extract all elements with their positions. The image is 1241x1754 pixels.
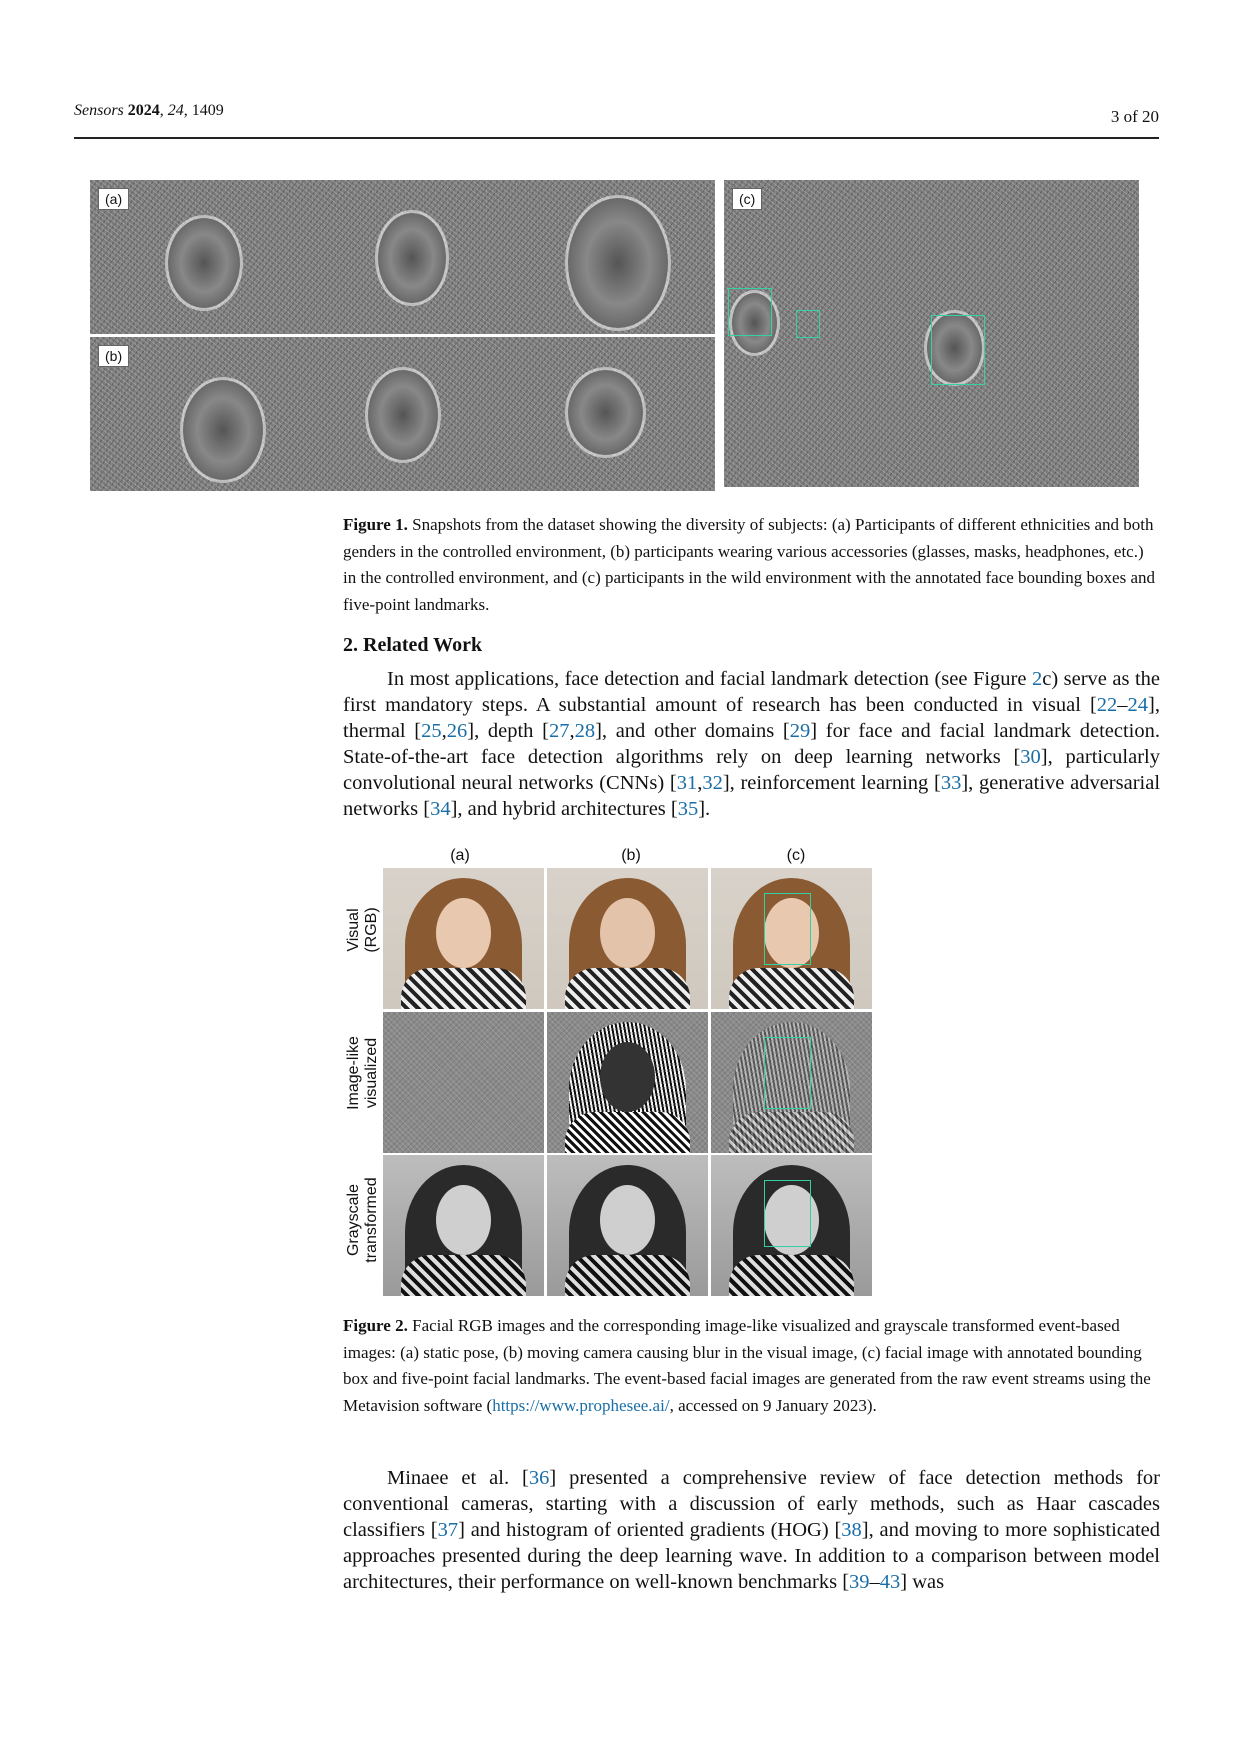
text-run: ], reinforcement learning [: [722, 772, 941, 794]
journal-volume: 24: [167, 102, 184, 119]
row-label-line: (RGB): [363, 907, 380, 953]
figure2-col-label-c: (c): [786, 847, 806, 864]
text-run: ], generative adversarial networks [: [343, 772, 1161, 820]
figure2-caption-label: Figure 2.: [343, 1316, 408, 1335]
text-run: ] and histogram of oriented gradients (HOG) [: [458, 1519, 842, 1541]
text-run: ,: [697, 772, 703, 794]
figure2-image-eventlike-a: [383, 1012, 544, 1153]
figure2-caption: [343, 1313, 1160, 1419]
text-run: ], and moving to more sophisticated approaches presented during the deep learning wave. In addition to a comparison between model architectures, their performance on well-known benchmarks [: [343, 1519, 1161, 1593]
citation-25[interactable]: 25: [421, 720, 442, 742]
citation-26[interactable]: 26: [446, 720, 468, 742]
figure2-caption-text-end: , accessed on 9 January 2023).: [669, 1395, 877, 1415]
header-rule: [74, 137, 1159, 139]
text-run: ,: [569, 720, 575, 742]
citation-29[interactable]: 29: [789, 720, 811, 742]
figure2-caption-text: Facial RGB images and the corresponding image-like visualized and grayscale transformed event-based images: (a) static pose, (b) moving camera causing blur in the visual image, (c) facial image with annotated bounding box and five-point facial landmarks. The event-based facial images are generated from the raw event streams using the Metavision software (: [343, 1316, 1151, 1415]
figure2-row-label-visual: [345, 860, 381, 1000]
figure2-col-label-a: (a): [450, 847, 470, 864]
header-sep: ,: [159, 102, 168, 119]
face-bounding-box: [728, 288, 772, 336]
face-bounding-box: [764, 1180, 811, 1247]
figure1-caption: [343, 512, 1160, 618]
face-bounding-box: [931, 315, 985, 385]
figure1-caption-text: Snapshots from the dataset showing the diversity of subjects: (a) Participants of different ethnicities and both genders in the controlled environment, (b) participants wearing various accessories (glasses, masks, headphones, etc.) in the controlled environment, and (c) participants in the wild environment with the annotated face bounding boxes and five-point landmarks.: [343, 515, 1155, 614]
citation-24[interactable]: 24: [1127, 694, 1149, 716]
figure2-col-label-b: (b): [621, 847, 641, 864]
text-run: –: [1117, 694, 1128, 716]
citation-31[interactable]: 31: [676, 772, 698, 794]
citation-30[interactable]: 30: [1020, 746, 1041, 768]
figure1-panel-b: [90, 337, 715, 491]
text-run: ].: [698, 798, 711, 820]
face-bounding-box: [764, 1037, 811, 1109]
citation-39[interactable]: 39: [849, 1571, 870, 1593]
figure2-image-eventlike-b: [547, 1012, 708, 1153]
row-label-line: transformed: [363, 1177, 380, 1263]
figure2-row-label-grayscale: [345, 1150, 381, 1290]
row-label-line: Image-like: [345, 1036, 362, 1110]
figure-ref-2[interactable]: 2: [1031, 668, 1043, 690]
citation-35[interactable]: 35: [677, 798, 699, 820]
text-run: ], and other domains [: [595, 720, 790, 742]
citation-34[interactable]: 34: [430, 798, 451, 820]
text-run: –: [869, 1571, 880, 1593]
figure1-label-c: (c): [732, 188, 762, 210]
row-label-line: visualized: [363, 1037, 380, 1109]
event-face: [365, 367, 441, 463]
citation-27[interactable]: 27: [548, 720, 570, 742]
figure1-label-b: (b): [98, 345, 129, 367]
related-work-paragraph-1: [343, 666, 1160, 822]
event-face: [375, 210, 449, 306]
figure2-image-eventlike-c: [711, 1012, 872, 1153]
article-number: , 1409: [183, 102, 224, 119]
citation-28[interactable]: 28: [574, 720, 596, 742]
text-run: ] for face and facial landmark detection. State-of-the-art face detection algorithms rely on deep learning networks [: [343, 720, 1160, 768]
figure1-caption-label: Figure 1.: [343, 515, 408, 534]
journal-year: 2024: [127, 102, 160, 119]
text-run: Minaee et al. [: [387, 1467, 529, 1489]
citation-43[interactable]: 43: [879, 1571, 901, 1593]
text-run: ], depth [: [467, 720, 549, 742]
text-run: c) serve as the first mandatory steps. A substantial amount of research has been conducted in visual [: [343, 668, 1160, 716]
figure2-image-grayscale-a: [383, 1155, 544, 1296]
row-label-line: Visual: [345, 908, 362, 952]
text-run: ,: [441, 720, 447, 742]
metavision-link[interactable]: https://www.prophesee.ai/: [492, 1395, 670, 1415]
figure2-image-rgb-b: [547, 868, 708, 1009]
event-face: [565, 195, 671, 331]
figure1-panel-c: [724, 180, 1139, 487]
related-work-paragraph-2: [343, 1465, 1160, 1595]
citation-36[interactable]: 36: [528, 1467, 550, 1489]
figure2-image-rgb-a: [383, 868, 544, 1009]
figure2-image-grayscale-c: [711, 1155, 872, 1296]
figure1-label-a: (a): [98, 188, 129, 210]
face-bounding-box: [764, 893, 811, 965]
figure1-panel-a: [90, 180, 715, 334]
citation-32[interactable]: 32: [702, 772, 723, 794]
citation-22[interactable]: 22: [1096, 694, 1118, 716]
event-face: [180, 377, 266, 483]
citation-37[interactable]: 37: [437, 1519, 459, 1541]
citation-33[interactable]: 33: [940, 772, 962, 794]
figure2-row-label-image-like: [345, 1003, 381, 1143]
figure2-image-grayscale-b: [547, 1155, 708, 1296]
page-number: 3 of 20: [1110, 107, 1159, 126]
section-heading: 2. Related Work: [343, 634, 483, 656]
event-face: [165, 215, 243, 311]
citation-38[interactable]: 38: [841, 1519, 862, 1541]
text-run: In most applications, face detection and facial landmark detection (see Figure: [387, 668, 1032, 690]
figure2-image-rgb-c: [711, 868, 872, 1009]
text-run: ], thermal [: [343, 694, 1160, 742]
text-run: ] was: [900, 1571, 945, 1593]
row-label-line: Grayscale: [345, 1183, 362, 1257]
face-bounding-box: [796, 310, 820, 338]
journal-name: Sensors: [74, 102, 124, 119]
running-header: [74, 102, 224, 120]
text-run: ], and hybrid architectures [: [450, 798, 678, 820]
event-face: [565, 367, 646, 458]
text-run: ] presented a comprehensive review of face detection methods for conventional cameras, starting with a discussion of early methods, such as Haar cascades classifiers [: [343, 1467, 1160, 1541]
text-run: ], particularly convolutional neural networks (CNNs) [: [343, 746, 1160, 794]
